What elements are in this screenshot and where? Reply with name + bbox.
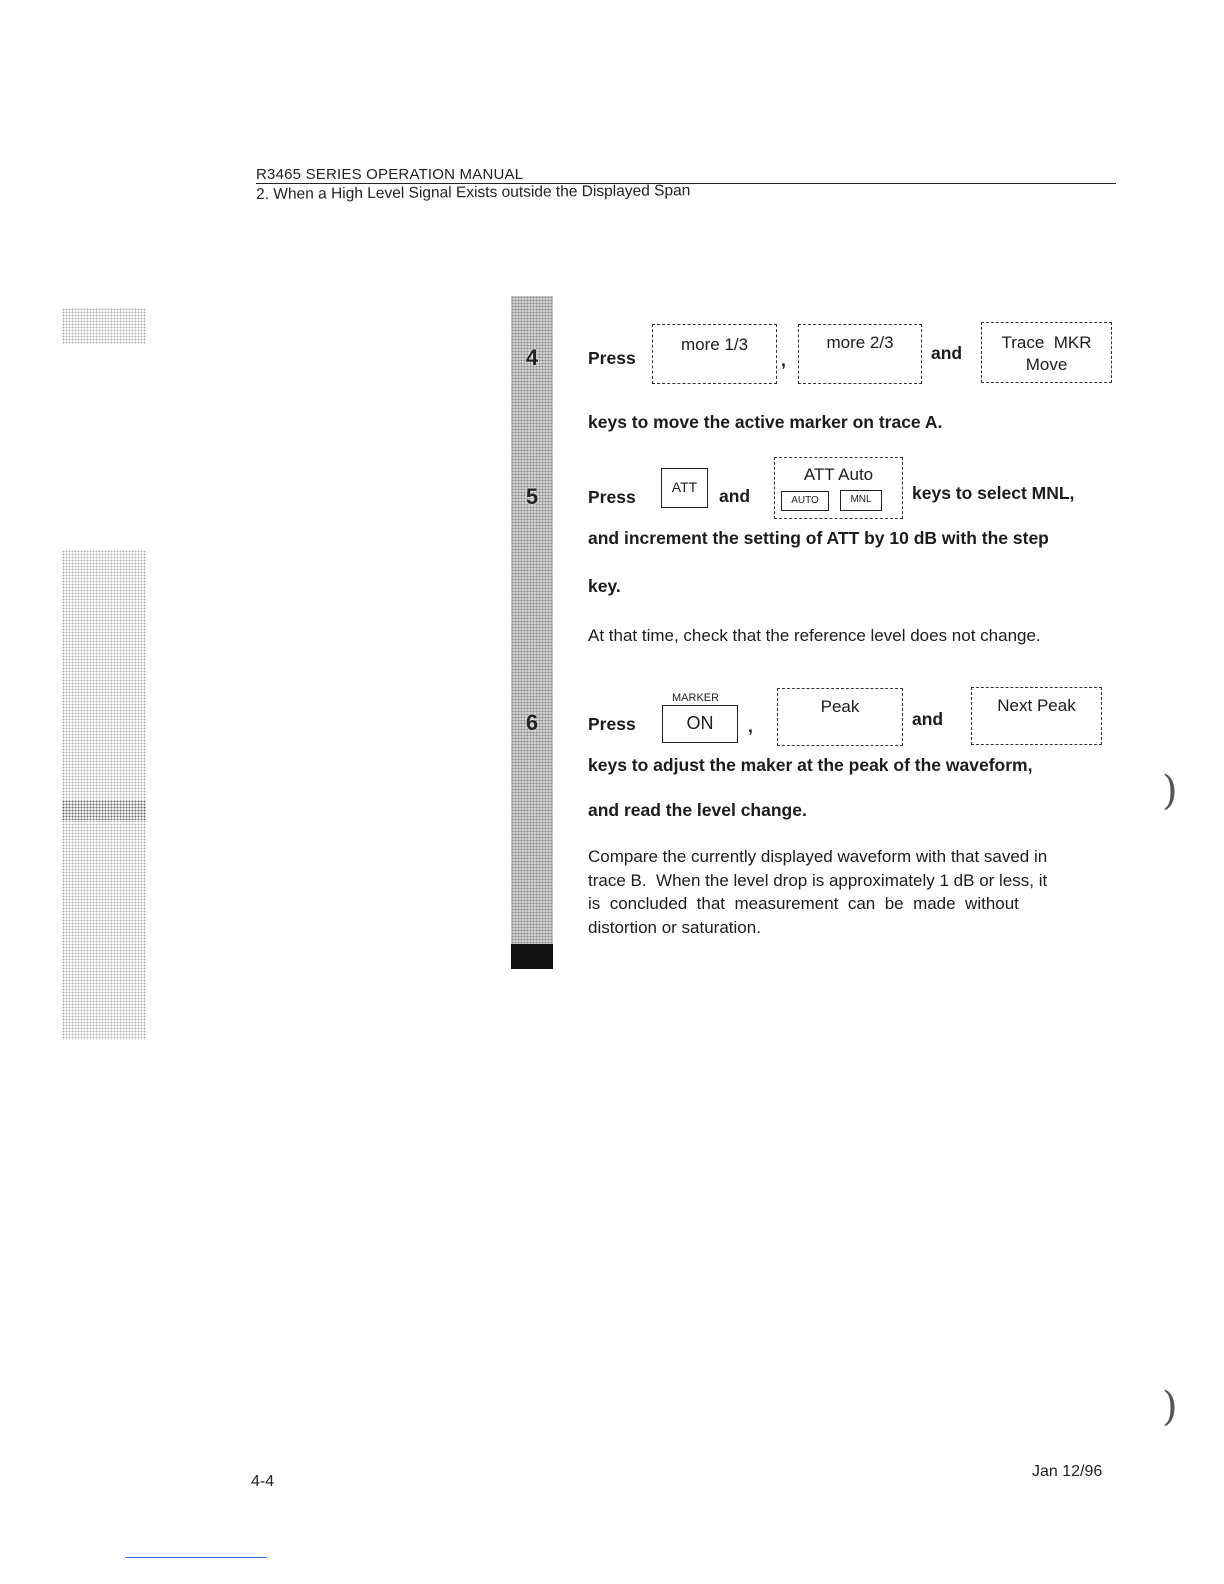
step5-press-label: Press <box>588 487 636 507</box>
step-number-5: 5 <box>525 484 539 509</box>
mnl-mini-key[interactable] <box>840 490 882 511</box>
att-hardkey-label: ATT <box>671 479 698 495</box>
page-number: 4-4 <box>251 1473 275 1490</box>
softkey-next-peak[interactable] <box>971 687 1102 745</box>
section-subtitle: 2. When a High Level Signal Exists outside the Displayed Span <box>256 182 691 203</box>
step5-note: At that time, check that the reference level does not change. <box>588 626 1041 645</box>
softkey-more-2-3[interactable] <box>798 324 922 384</box>
softkey-more-2-3-label: more 2/3 <box>826 333 894 352</box>
step5-key-text: key. <box>588 576 621 596</box>
step5-and: and <box>719 486 751 506</box>
softkey-peak-label: Peak <box>820 697 860 716</box>
softkey-trace-mkr-label: Trace MKR <box>1001 333 1092 352</box>
scan-artifact-middle <box>62 550 146 800</box>
conclusion-line-4: distortion or saturation. <box>588 917 761 937</box>
step-number-6: 6 <box>525 710 539 735</box>
step6-and: and <box>912 709 944 729</box>
att-hardkey[interactable] <box>661 468 708 508</box>
mnl-mini-key-label: MNL <box>850 494 872 505</box>
step4-press-label: Press <box>588 348 636 368</box>
bottom-edge-line <box>125 1557 267 1558</box>
step6-conclusion-paragraph <box>588 845 1106 939</box>
step4-and: and <box>931 343 963 363</box>
scan-artifact-top <box>62 308 146 344</box>
binding-hole-mark-upper: ) <box>1162 768 1178 814</box>
binding-hole-mark-lower: ) <box>1162 1384 1178 1430</box>
marker-on-hardkey[interactable] <box>662 705 738 743</box>
auto-mini-key-label: AUTO <box>791 495 819 506</box>
step-sidebar-end-block <box>511 944 553 969</box>
softkey-move-label: Move <box>1025 355 1068 374</box>
step4-comma: , <box>781 350 786 370</box>
softkey-more-1-3-label: more 1/3 <box>680 335 749 354</box>
softkey-more-1-3[interactable] <box>652 324 777 384</box>
conclusion-line-3: is concluded that measurement can be made without <box>588 894 1019 913</box>
step-number-4: 4 <box>525 345 539 370</box>
marker-panel-label: MARKER <box>672 692 720 704</box>
step6-press-label: Press <box>588 714 636 734</box>
conclusion-line-2: trace B. When the level drop is approximately 1 dB or less, it <box>588 870 1048 890</box>
step5-select-text: keys to select MNL, <box>912 483 1075 503</box>
marker-on-label: ON <box>686 713 714 733</box>
step6-adjust-text: keys to adjust the maker at the peak of the waveform, <box>588 755 1033 775</box>
softkey-next-peak-label: Next Peak <box>997 696 1076 715</box>
scan-artifact-dark-band <box>62 800 146 820</box>
step6-comma: , <box>748 716 753 736</box>
step4-instruction: keys to move the active marker on trace A. <box>588 412 943 432</box>
softkey-att-auto-title: ATT Auto <box>803 465 874 484</box>
step-sidebar <box>511 296 553 969</box>
softkey-peak[interactable] <box>777 688 903 746</box>
step6-read-text: and read the level change. <box>588 800 807 820</box>
scan-artifact-lower <box>62 820 146 1040</box>
auto-mini-key[interactable] <box>781 491 829 511</box>
softkey-trace-mkr-move[interactable] <box>981 322 1112 383</box>
conclusion-line-1: Compare the currently displayed waveform with that saved in <box>588 847 1048 866</box>
manual-title: R3465 SERIES OPERATION MANUAL <box>256 166 524 183</box>
revision-date: Jan 12/96 <box>1032 1463 1103 1480</box>
step5-increment-text: and increment the setting of ATT by 10 dB with the step <box>588 528 1049 548</box>
